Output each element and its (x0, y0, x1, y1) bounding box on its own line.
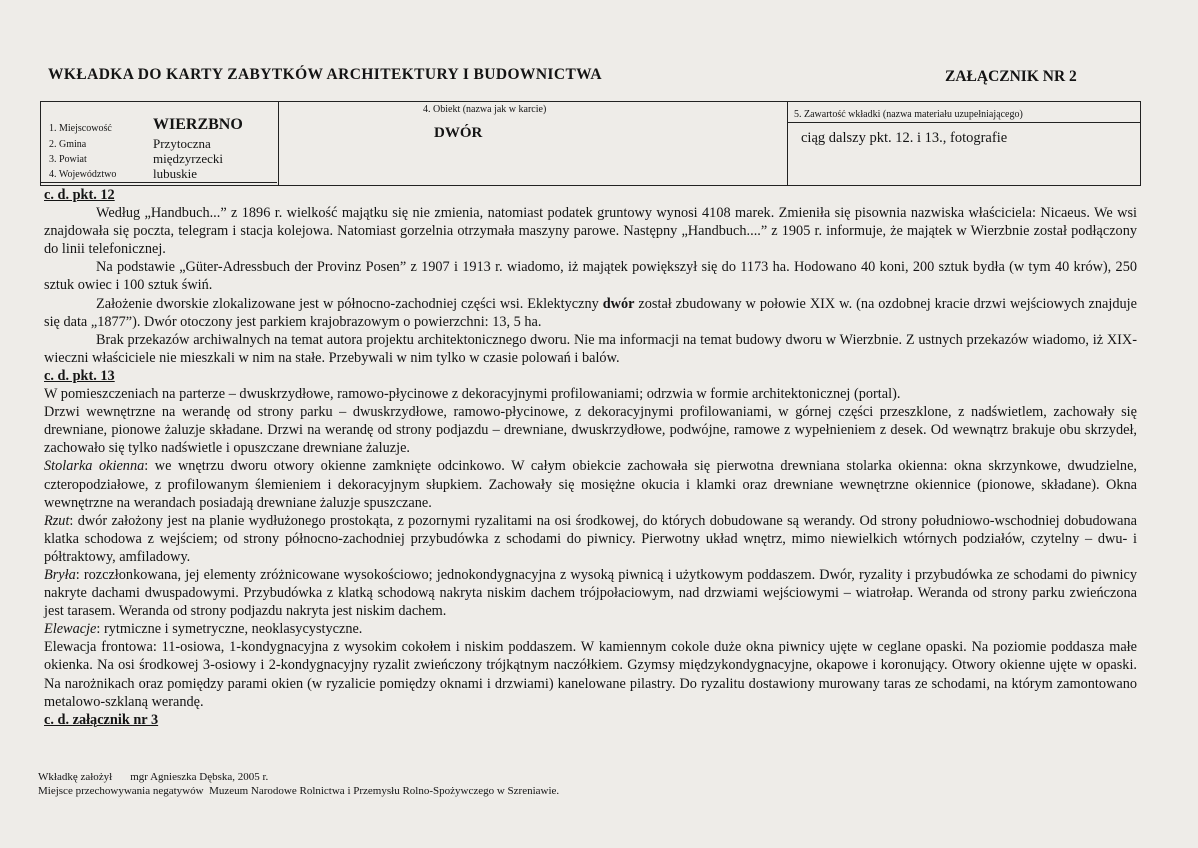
paragraph (44, 457, 1137, 511)
paragraph: W pomieszczeniach na parterze – dwuskrzydłowe, ramowo-płycinowe z dekoracyjnymi profilowaniami; odrzwia w formie architektonicznej (portal). (44, 386, 901, 403)
section-heading-12: c. d. pkt. 12 (44, 187, 115, 203)
paragraph: Elewacja frontowa: 11-osiowa, 1-kondygnacyjna z wysokim cokołem i niskim poddaszem. W kamiennym cokole duże okna piwnicy ujęte w ceglane opaski. Na poziomie poddasza małe okienka. Na osi środkowej 3-osiowy i 2-kondygnacyjny ryzalit zwieńczony trójkątnym naczółkiem. Gzymsy międzykondygnacyjne, okapowe i koronujący. Otwory okienne ujęte w opaski. Na narożnikach oraz pomiędzy parami okien (w ryzalicie pomiędzy oknami i drzwiami) kanelowane pilastry. Do ryzalitu dostawiony murowany taras ze schodami, na którym zamontowano metalowo-szklaną werandę. (44, 639, 1137, 710)
form-rule (41, 182, 277, 183)
paragraph-text: : rytmiczne i symetryczne, neoklasycystyczne. (96, 621, 363, 638)
paragraph-text: : rozczłonkowana, jej elementy zróżnicowane wysokościowo; jednokondygnacyjna z wysoką piwnicą i użytkowym poddaszem. Dwór, ryzality i przybudówka ze schodami do piwnicy nakryte dachami dwuspadowymi. Przybudówka z klatką schodową nakryta niskim dachem trójpołaciowym, nad drzwiami wejściowymi – wiatrołap. Weranda od strony parku zwieńczona jest tarasem. Weranda od strony podjazdu nakryta jest niskim dachem. (44, 566, 1137, 620)
document-title: WKŁADKA DO KARTY ZABYTKÓW ARCHITEKTURY I BUDOWNICTWA (48, 66, 602, 83)
paragraph-text: : we wnętrzu dworu otwory okienne zamknięte odcinkowo. W całym obiekcie zachowała się pierwotna drewniana stolarka okienna: okna skrzynkowe, dwudzielne, czteropodziałowe, z profilowanym ślemieniem i dekoracyjnym słupkiem. Zachowały się mosiężne okucia i klamki oraz drewniane wewnętrzne okiennice (pionowe, składane). Okna wewnętrzne na werandach posiadają drewniane żaluzje spuszczane. (44, 458, 1137, 511)
document-body (44, 186, 1137, 729)
identification-form (40, 101, 1141, 186)
paragraph: Brak przekazów archiwalnych na temat autora projektu architektonicznego dworu. Nie ma informacji na temat budowy dworu w Wierzbnie. Z ustnych przekazów wiadomo, iż XIX-wieczni właściciele nie mieszkali w nim na stałe. Przebywali w nim tylko w czasie polowań i balów. (44, 331, 1137, 366)
voivodeship-value: lubuskie (153, 166, 198, 181)
powiat-value: międzyrzecki (153, 151, 224, 166)
section-heading-annex: c. d. załącznik nr 3 (44, 711, 159, 728)
term-label: Stolarka okienna (44, 458, 145, 475)
document-footer (38, 770, 559, 798)
object-value: DWÓR (434, 125, 483, 141)
term-label: Elewacje (44, 621, 97, 638)
powiat-label: 3. Powiat (49, 154, 87, 165)
form-divider (278, 102, 279, 185)
gmina-value: Przytoczna (153, 136, 211, 151)
contents-label: 5. Zawartość wkładki (nazwa materiału uzupełniającego) (794, 109, 1023, 120)
paragraph-text: : dwór założony jest na planie wydłużonego prostokąta, z pozornymi ryzalitami na osi środkowej, do których dobudowane są werandy. Od strony południowo-wschodniej dobudowana klatka schodowa z wejściem; od strony północno-zachodniej przybudówka z schodami do piwnicy. Pierwotny układ wnętrz, mimo niewielkich wtórnych podziałów, czytelny – dwu- i półtraktowy, amfiladowy. (44, 512, 1137, 565)
place-label: 1. Miejscowość (49, 123, 112, 134)
paragraph-text: został zbudowany w połowie XIX w. (na ozdobnej kracie drzwi wejściowych znajduje się data „1877”). Dwór otoczony jest parkiem krajobrazowym o powierzchni: 13, 5 ha. (44, 295, 1137, 330)
paragraph: Według „Handbuch...” z 1896 r. wielkość majątku się nie zmienia, natomiast podatek gruntowy wynosi 4108 marek. Zmieniła się pisownia nazwiska właściciela: Nicaeus. We wsi znajdowała się poczta, telegram i stacja kolejowa. Natomiast gorzelnia otrzymała maszyny parowe. Następny „Handbuch....” z 1905 r. informuje, że majątek w Wierzbnie został podłączony do linii telefonicznej. (44, 205, 1137, 258)
gmina-label: 2. Gmina (49, 139, 87, 150)
annex-number: ZAŁĄCZNIK NR 2 (945, 68, 1077, 85)
storage-value: Muzeum Narodowe Rolnictwa i Przemysłu Rolno-Spożywczego w Szreniawie. (209, 785, 560, 797)
term-label: Rzut (44, 512, 70, 529)
object-label: 4. Obiekt (nazwa jak w karcie) (423, 104, 547, 115)
paragraph-text: Założenie dworskie zlokalizowane jest w północno-zachodniej części wsi. Eklektyczny (96, 295, 603, 312)
paragraph (44, 566, 1137, 620)
author-label: Wkładkę założył (38, 771, 113, 783)
storage-label: Miejsce przechowywania negatywów (38, 785, 204, 797)
section-heading-13: c. d. pkt. 13 (44, 367, 115, 384)
form-divider (787, 102, 788, 185)
contents-value: ciąg dalszy pkt. 12. i 13., fotografie (801, 130, 1008, 146)
emphasis-dwor: dwór (602, 295, 635, 312)
place-value: WIERZBNO (153, 116, 243, 133)
paragraph (44, 620, 1137, 638)
form-rule (787, 122, 1141, 123)
paragraph (44, 512, 1137, 566)
footer-author-line (38, 770, 559, 784)
voivodeship-label: 4. Województwo (49, 169, 117, 180)
paragraph (44, 295, 1137, 331)
term-label: Bryła (44, 566, 76, 583)
author-value: mgr Agnieszka Dębska, 2005 r. (130, 771, 269, 783)
paragraph: Na podstawie „Güter-Adressbuch der Provinz Posen” z 1907 i 1913 r. wiadomo, iż majątek powiększył się do 1173 ha. Hodowano 40 koni, 200 sztuk bydła (w tym 40 krów), 250 sztuk owiec i 100 sztuk świń. (44, 259, 1137, 294)
footer-storage-line (38, 784, 559, 798)
paragraph: Drzwi wewnętrzne na werandę od strony parku – dwuskrzydłowe, ramowo-płycinowe, z dekoracyjnymi profilowaniami, w górnej części przeszklone, z nadświetlem, zachowały się drewniane, pionowe żaluzje składane. Drzwi na werandę od strony podjazdu – drewniane, dwuskrzydłowe, podwójne, ramowe z wypełnieniem z desek. Od wewnątrz brakuje obu skrzydeł, zachowało się tylko nadświetle i opuszczane drewniane żaluzje. (44, 404, 1137, 457)
